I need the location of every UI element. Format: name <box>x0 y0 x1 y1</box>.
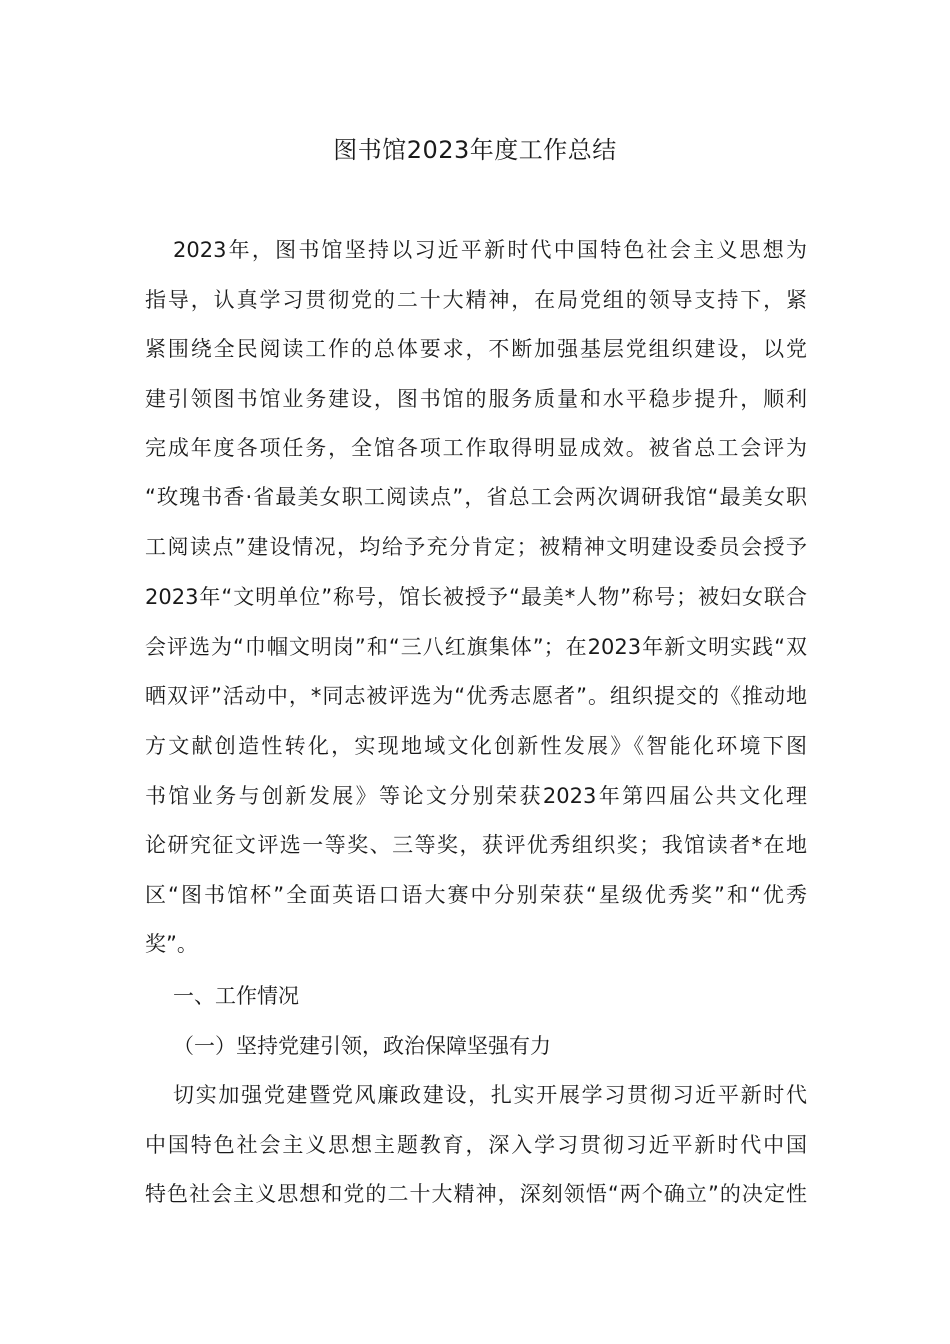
paragraph-line: 紧围绕全民阅读工作的总体要求，不断加强基层党组织建设，以党 <box>145 337 807 361</box>
paragraph-line: 工阅读点”建设情况，均给予充分肯定；被精神文明建设委员会授予 <box>145 535 807 559</box>
paragraph-line: 完成年度各项任务，全馆各项工作取得明显成效。被省总工会评为 <box>145 436 807 460</box>
section-heading: 一、工作情况 <box>173 984 299 1008</box>
paragraph-line: 书馆业务与创新发展》等论文分别荣获2023年第四届公共文化理 <box>145 784 807 808</box>
paragraph-line-last: 奖”。 <box>145 932 198 956</box>
paragraph-line: 建引领图书馆业务建设，图书馆的服务质量和水平稳步提升，顺利 <box>145 387 807 411</box>
paragraph-line: 切实加强党建暨党风廉政建设，扎实开展学习贯彻习近平新时代 <box>173 1083 807 1107</box>
paragraph-line: 2023年，图书馆坚持以习近平新时代中国特色社会主义思想为 <box>173 238 807 262</box>
paragraph-line: 会评选为“巾帼文明岗”和“三八红旗集体”；在2023年新文明实践“双 <box>145 635 807 659</box>
paragraph-line: 2023年“文明单位”称号，馆长被授予“最美*人物”称号；被妇女联合 <box>145 585 807 609</box>
paragraph-line: 论研究征文评选一等奖、三等奖，获评优秀组织奖；我馆读者*在地 <box>145 833 807 857</box>
document-title: 图书馆2023年度工作总结 <box>333 136 617 164</box>
paragraph-line: 区“图书馆杯”全面英语口语大赛中分别荣获“星级优秀奖”和“优秀 <box>145 883 807 907</box>
paragraph-line: 中国特色社会主义思想主题教育，深入学习贯彻习近平新时代中国 <box>145 1133 807 1157</box>
paragraph-line: “玫瑰书香·省最美女职工阅读点”，省总工会两次调研我馆“最美女职 <box>145 485 807 509</box>
paragraph-line: 方文献创造性转化，实现地域文化创新性发展》《智能化环境下图 <box>145 734 807 758</box>
subsection-heading: （一）坚持党建引领，政治保障坚强有力 <box>173 1034 551 1058</box>
paragraph-line: 指导，认真学习贯彻党的二十大精神，在局党组的领导支持下，紧 <box>145 288 807 312</box>
paragraph-line: 晒双评”活动中，*同志被评选为“优秀志愿者”。组织提交的《推动地 <box>145 684 807 708</box>
paragraph-line: 特色社会主义思想和党的二十大精神，深刻领悟“两个确立”的决定性 <box>145 1182 807 1206</box>
